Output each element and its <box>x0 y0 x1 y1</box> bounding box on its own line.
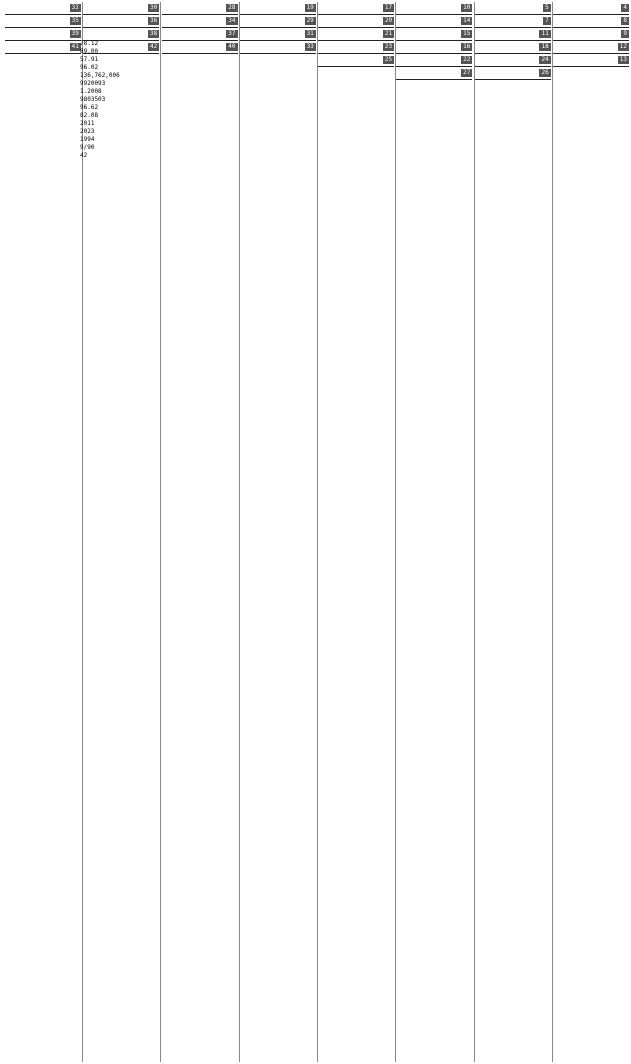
figure-value: 136,762,006 <box>80 72 120 79</box>
entry-number-badge: 11 <box>541 30 549 37</box>
entry-heading-row <box>162 17 238 25</box>
entry-number-badge: 25 <box>384 56 393 63</box>
entry-heading-row <box>318 17 394 25</box>
entry-number-badge: 17 <box>384 4 393 11</box>
entry-heading-row <box>5 43 81 51</box>
entry-divider <box>318 66 394 67</box>
entry-divider <box>240 40 316 41</box>
entry-number-badge: 35 <box>71 17 79 24</box>
entry-heading-row <box>475 30 551 38</box>
entry-number-badge: 40 <box>228 43 236 50</box>
entry-heading-row <box>83 30 159 38</box>
entry-number-badge: 27 <box>463 69 471 76</box>
figure-value: 9/90 <box>80 144 95 151</box>
entry-heading-row <box>396 4 472 12</box>
figure-value: 9920093 <box>80 80 106 87</box>
entry-divider <box>396 27 472 28</box>
entry-number-badge: 30 <box>149 4 158 11</box>
entry-number-badge: 22 <box>463 56 471 63</box>
figure-value: 42 <box>80 152 88 159</box>
entry-heading-row <box>396 30 472 38</box>
figure-value: 1994 <box>80 136 95 143</box>
entry-number-badge: 18 <box>541 43 549 50</box>
entry-divider <box>475 79 551 80</box>
entry-divider <box>553 53 629 54</box>
entry-heading-row <box>318 56 394 64</box>
entry-divider <box>318 14 394 15</box>
entry-heading-row <box>553 56 629 64</box>
entry-heading-row <box>396 43 472 51</box>
entry-divider <box>162 27 238 28</box>
entry-heading-row <box>396 56 472 64</box>
entry-divider <box>553 27 629 28</box>
entry-number-badge: 23 <box>384 43 393 50</box>
entry-heading-row <box>318 43 394 51</box>
column-rule <box>317 2 318 1062</box>
entry-heading-row <box>240 30 316 38</box>
entry-heading-row <box>5 17 81 25</box>
entry-divider <box>475 53 551 54</box>
column-2 <box>475 2 551 1062</box>
visible-figures <box>80 40 154 160</box>
entry-number-badge: 41 <box>71 43 79 50</box>
column-rule <box>474 2 475 1062</box>
entry-divider <box>240 14 316 15</box>
entry-divider <box>162 14 238 15</box>
entry-number-badge: 10 <box>463 4 471 11</box>
entry-divider <box>553 14 629 15</box>
entry-divider <box>553 40 629 41</box>
entry-number-badge: 32 <box>71 4 79 11</box>
entry-number-badge: 16 <box>463 43 471 50</box>
entry-number-badge: 29 <box>306 17 314 24</box>
entry-heading-row <box>83 17 159 25</box>
entry-number-badge: 24 <box>541 56 549 63</box>
entry-number-badge: 19 <box>306 4 314 11</box>
entry-heading-row <box>162 30 238 38</box>
entry-number-badge: 21 <box>384 30 393 37</box>
entry-divider <box>396 53 472 54</box>
column-1 <box>553 2 629 1062</box>
entry-divider <box>318 40 394 41</box>
entry-number-badge: 38 <box>149 30 158 37</box>
entry-number-badge: 33 <box>306 43 314 50</box>
column-rule <box>552 2 553 1062</box>
figure-value: 96.02 <box>80 64 99 71</box>
entry-divider <box>162 53 238 54</box>
entry-number-badge: 7 <box>545 17 549 24</box>
entry-heading-row <box>475 69 551 77</box>
entry-number-badge: 34 <box>228 17 236 24</box>
entry-number-badge: 20 <box>384 17 393 24</box>
column-rule <box>160 2 161 1062</box>
entry-number-badge: 14 <box>463 17 471 24</box>
entry-number-badge: 4 <box>623 4 627 11</box>
entry-number-badge: 5 <box>545 4 549 11</box>
entry-number-badge: 9 <box>623 30 627 37</box>
figure-value: 9803503 <box>80 96 106 103</box>
entry-divider <box>162 40 238 41</box>
entry-divider <box>475 27 551 28</box>
entry-heading-row <box>553 4 629 12</box>
entry-heading-row <box>318 30 394 38</box>
entry-divider <box>475 14 551 15</box>
entry-divider <box>553 66 629 67</box>
entry-divider <box>83 14 159 15</box>
column-6 <box>162 2 238 1062</box>
column-7 <box>83 2 159 1062</box>
entry-number-badge: 36 <box>149 17 158 24</box>
entry-heading-row <box>240 4 316 12</box>
entry-number-badge: 42 <box>149 43 158 50</box>
entry-heading-row <box>396 69 472 77</box>
figure-value: 57.91 <box>80 56 99 63</box>
entry-divider <box>475 40 551 41</box>
entry-divider <box>396 79 472 80</box>
entry-heading-row <box>475 17 551 25</box>
entry-divider <box>5 40 81 41</box>
entry-heading-row <box>475 4 551 12</box>
figure-value: 2011 <box>80 120 95 127</box>
column-rule <box>395 2 396 1062</box>
column-rule <box>239 2 240 1062</box>
entry-heading-row <box>240 43 316 51</box>
entry-divider <box>475 66 551 67</box>
entry-divider <box>5 14 81 15</box>
entry-divider <box>5 27 81 28</box>
entry-heading-row <box>475 43 551 51</box>
column-3 <box>396 2 472 1062</box>
entry-heading-row <box>475 56 551 64</box>
entry-divider <box>240 53 316 54</box>
entry-number-badge: 12 <box>619 43 627 50</box>
entry-heading-row <box>396 17 472 25</box>
entry-divider <box>396 66 472 67</box>
figure-value: 1.2008 <box>80 88 102 95</box>
entry-divider <box>5 53 81 54</box>
entry-heading-row <box>240 17 316 25</box>
entry-number-badge: 15 <box>463 30 471 37</box>
figure-value: 78.12 <box>80 40 99 47</box>
entry-number-badge: 39 <box>71 30 79 37</box>
entry-divider <box>396 14 472 15</box>
entry-divider <box>318 53 394 54</box>
entry-heading-row <box>553 43 629 51</box>
entry-divider <box>240 27 316 28</box>
column-8 <box>5 2 81 1062</box>
entry-heading-row <box>553 17 629 25</box>
entry-number-badge: 31 <box>306 30 314 37</box>
entry-number-badge: 26 <box>541 69 549 76</box>
entry-heading-row <box>162 43 238 51</box>
column-4 <box>318 2 394 1062</box>
entry-number-badge: 28 <box>228 4 236 11</box>
entry-heading-row <box>5 4 81 12</box>
column-rule <box>82 2 83 1062</box>
entry-divider <box>396 40 472 41</box>
entry-heading-row <box>162 4 238 12</box>
entry-divider <box>318 27 394 28</box>
entry-divider <box>83 27 159 28</box>
entry-number-badge: 13 <box>619 56 627 63</box>
entry-number-badge: 8 <box>623 17 627 24</box>
entry-heading-row <box>5 30 81 38</box>
figure-value: 96.62 <box>80 104 99 111</box>
figure-value: 89.00 <box>80 48 99 55</box>
entry-heading-row <box>553 30 629 38</box>
entry-number-badge: 37 <box>228 30 236 37</box>
entry-heading-row <box>83 4 159 12</box>
column-5 <box>240 2 316 1062</box>
figure-value: 2023 <box>80 128 95 135</box>
figure-value: 82.08 <box>80 112 99 119</box>
entry-heading-row <box>318 4 394 12</box>
